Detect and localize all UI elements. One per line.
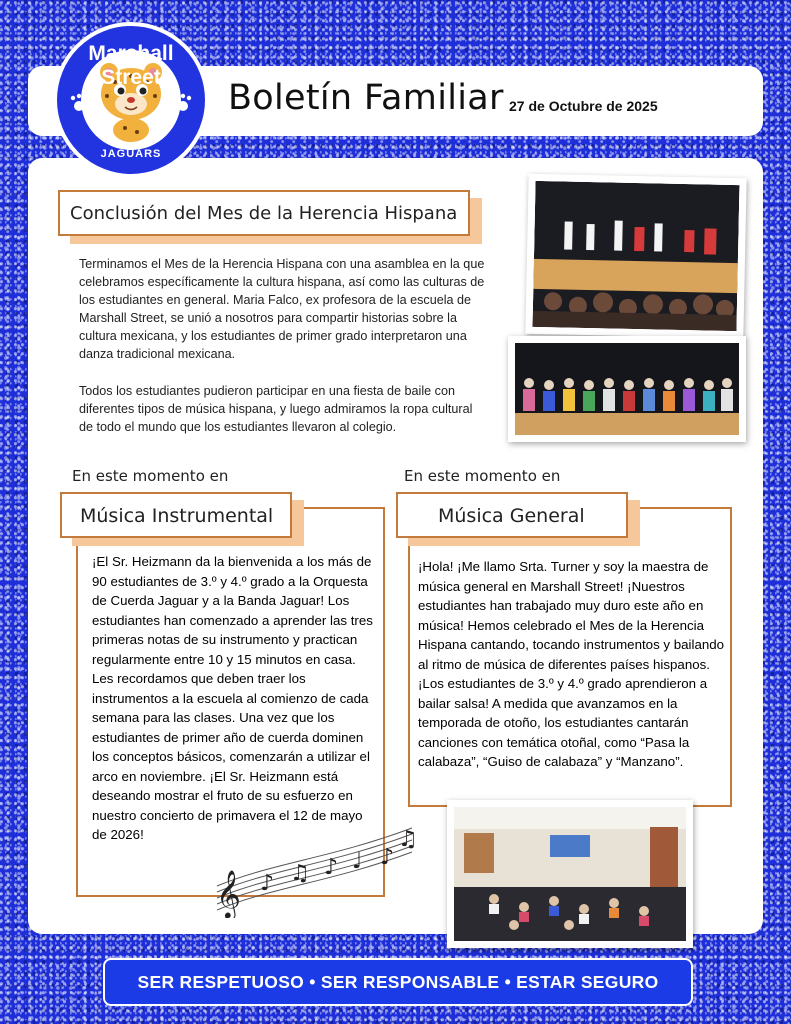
logo-top-text: Marshall Street xyxy=(88,42,174,89)
music-classroom-photo xyxy=(447,800,693,948)
instrumental-eyebrow: En este momento en xyxy=(72,467,229,485)
school-logo xyxy=(53,22,209,178)
svg-text:♪: ♪ xyxy=(324,855,339,880)
page-title: Boletín Familiar xyxy=(228,78,504,118)
general-eyebrow: En este momento en xyxy=(404,467,561,485)
general-title: Música General xyxy=(396,492,628,538)
svg-text:𝄞: 𝄞 xyxy=(216,869,241,918)
issue-date: 27 de Octubre de 2025 xyxy=(509,98,658,114)
svg-text:♪: ♪ xyxy=(260,871,275,896)
svg-text:♪: ♪ xyxy=(380,845,395,870)
hispanic-heritage-title: Conclusión del Mes de la Herencia Hispana xyxy=(58,190,470,236)
stage-group-photo xyxy=(508,336,746,442)
svg-text:♩: ♩ xyxy=(352,849,363,874)
stage-dance-photo xyxy=(525,174,746,339)
logo-bottom-text: JAGUARS xyxy=(100,148,162,160)
svg-text:♫: ♫ xyxy=(398,827,418,852)
instrumental-body: ¡El Sr. Heizmann da la bienvenida a los más de 90 estudiantes de 3.º y 4.º grado a la Orquesta de Cuerda Jaguar y a la Banda Jaguar! Los estudiantes han comenzado a aprender las tres primeras notas de su instrumento y practican regularmente entre 10 y 15 minutos en casa. Les recordamos que deben traer los instrumentos a la escuela al comienzo de cada semana para las clases. Una vez que los estudiantes de primer año de cuerda dominen los conceptos básicos, comenzarán a utilizar el arco en noviembre. ¡El Sr. Heizmann está deseando mostrar el fruto de su esfuerzo en nuestro concierto de primavera el 12 de mayo de 2026! xyxy=(92,552,378,845)
music-notes-icon xyxy=(212,808,427,918)
general-body: ¡Hola! ¡Me llamo Srta. Turner y soy la maestra de música general en Marshall Street! ¡Nuestros estudiantes han trabajado muy duro este año en música! Hemos celebrado el Mes de la Herencia Hispana cantando, tocando instrumentos y bailando al ritmo de música de diferentes países hispanos. ¡Los estudiantes de 3.º y 4.º grado aprendieron a bailar salsa! A medida que avanzamos en la temporada de otoño, los estudiantes cantarán canciones con temática otoñal, como “Pasa la calabaza”, “Guiso de calabaza” y “Manzano”. xyxy=(418,557,728,772)
svg-text:♫: ♫ xyxy=(290,861,310,886)
school-motto-banner: SER RESPETUOSO • SER RESPONSABLE • ESTAR SEGURO xyxy=(103,958,693,1006)
instrumental-title: Música Instrumental xyxy=(60,492,292,538)
hispanic-paragraph-1: Terminamos el Mes de la Herencia Hispana con una asamblea en la que celebramos específicamente la cultura hispana, así como las culturas de los estudiantes en general. Maria Falco, ex profesora de la escuela de Marshall Street, se unió a nosotros para compartir historias sobre la cultura mexicana, y los estudiantes de primer grado interpretaron una danza tradicional mexicana. xyxy=(79,257,485,361)
hispanic-paragraph-2: Todos los estudiantes pudieron participar en una fiesta de baile con diferentes tipos de música hispana, y luego admiramos la ropa cultural de todo el mundo que los estudiantes llevaron al colegio. xyxy=(79,384,473,434)
